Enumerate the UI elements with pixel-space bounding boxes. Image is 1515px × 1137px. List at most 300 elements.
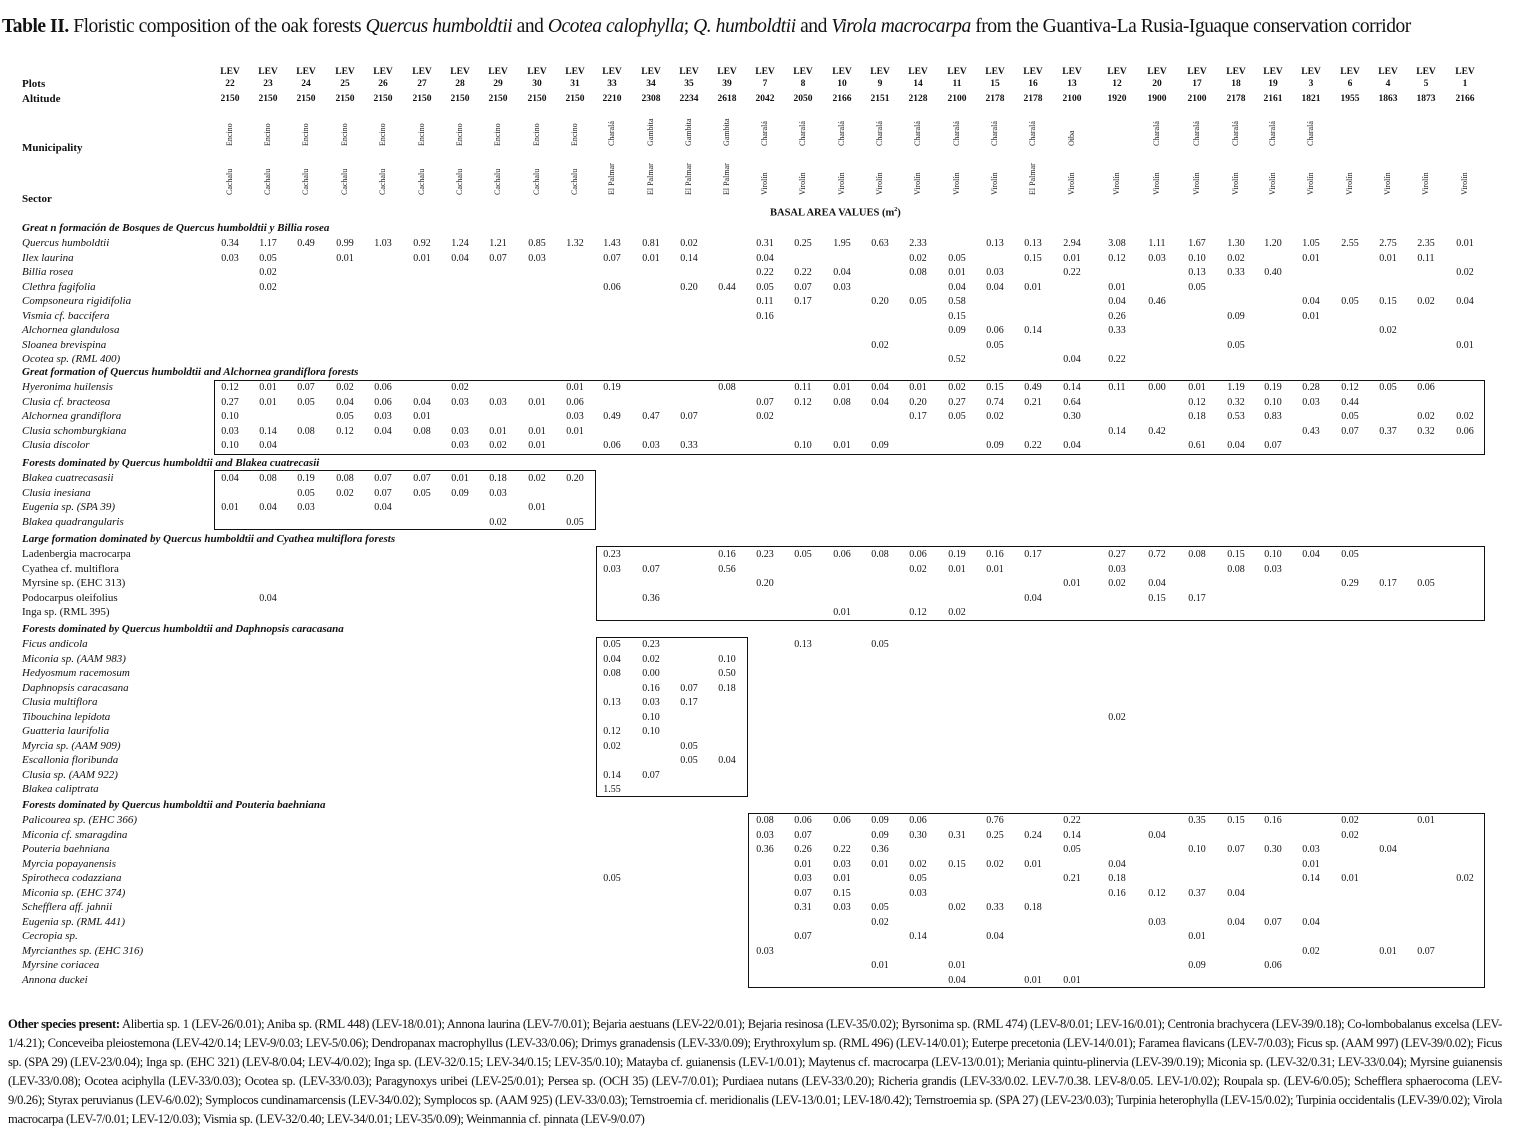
species-name: Schefflera aff. jahnii: [22, 901, 113, 913]
basal-area-value: 0.05: [1379, 382, 1397, 393]
species-name: Myrsine sp. (EHC 313): [22, 577, 126, 589]
basal-area-value: 0.07: [642, 563, 660, 575]
basal-area-value: 0.15: [986, 382, 1004, 393]
plot-municipality: Charalá: [875, 121, 884, 146]
basal-area-value: 0.05: [948, 411, 966, 422]
basal-area-value: 0.04: [1227, 887, 1245, 899]
plot-prefix: LEV: [1378, 67, 1398, 77]
species-name: Guatteria laurifolia: [22, 725, 110, 737]
municipality-label: Municipality: [22, 142, 83, 154]
basal-area-value: 0.27: [221, 396, 239, 408]
species-name: Spirotheca codazziana: [22, 872, 122, 884]
basal-area-value: 0.26: [1108, 310, 1126, 322]
basal-area-value: 0.04: [1227, 916, 1245, 928]
basal-area-value: 0.11: [1108, 382, 1126, 393]
basal-area-value: 0.05: [566, 516, 584, 528]
basal-area-value: 0.03: [1148, 252, 1166, 264]
basal-area-value: 0.04: [1024, 592, 1042, 604]
basal-area-value: 0.01: [871, 960, 889, 971]
basal-area-value: 0.07: [1227, 844, 1245, 855]
plot-municipality: Encino: [225, 123, 234, 146]
basal-area-value: 0.02: [1108, 711, 1126, 723]
basal-area-value: 0.20: [566, 473, 584, 484]
basal-area-value: 0.06: [1264, 960, 1282, 971]
basal-area-value: 0.02: [1456, 873, 1474, 884]
basal-area-value: 0.03: [909, 887, 927, 899]
title-part: Ocotea calophylla: [547, 16, 684, 37]
plot-sector: El Palmar: [684, 163, 693, 195]
basal-area-value: 0.08: [336, 473, 354, 484]
basal-area-value: 0.02: [489, 440, 507, 451]
plot-number: 30: [532, 79, 542, 89]
basal-area-value: 1.21: [489, 238, 507, 249]
basal-area-value: 0.06: [374, 396, 392, 408]
basal-area-value: 0.09: [871, 829, 889, 841]
basal-area-value: 0.07: [1264, 440, 1282, 451]
basal-area-value: 0.01: [566, 425, 584, 437]
basal-area-value: 1.11: [1148, 238, 1166, 249]
plot-prefix: LEV: [450, 67, 470, 77]
basal-area-value: 0.07: [680, 682, 698, 694]
basal-area-value: 0.05: [1063, 844, 1081, 855]
basal-area-value: 0.03: [833, 858, 851, 870]
plot-number: 5: [1423, 79, 1429, 89]
basal-area-value: 0.01: [1302, 310, 1320, 322]
basal-area-value: 0.15: [1227, 549, 1245, 560]
basal-area-value: 0.40: [1264, 267, 1282, 278]
species-name: Pouteria baehniana: [22, 843, 110, 855]
basal-area-value: 0.07: [1417, 945, 1435, 957]
basal-area-value: 0.37: [1188, 887, 1206, 899]
basal-area-value: 0.02: [1341, 829, 1359, 841]
species-name: Sloanea brevispina: [22, 338, 107, 351]
plot-sector: Virolín: [1421, 172, 1430, 195]
basal-area-value: 0.31: [794, 902, 812, 913]
plot-sector: Virolín: [913, 172, 922, 195]
plot-prefix: LEV: [335, 67, 355, 77]
plot-number: 28: [455, 79, 465, 89]
plot-prefix: LEV: [258, 67, 278, 77]
plot-prefix: LEV: [1107, 67, 1127, 77]
plot-altitude: 1873: [1416, 94, 1436, 104]
basal-area-value: 0.01: [1063, 974, 1081, 986]
basal-area-value: 0.13: [986, 238, 1004, 249]
basal-area-value: 0.04: [259, 440, 277, 451]
basal-area-value: 0.04: [1063, 354, 1081, 365]
basal-area-value: 0.52: [948, 354, 966, 365]
basal-area-value: 0.12: [1108, 252, 1126, 264]
other-species-text: Alibertia sp. 1 (LEV-26/0.01); Aniba sp. (RML 448) (LEV-18/0.01); Annona laurina (LEV-7/0.01); Bejaria aestuans (LEV-22/0.01); Bejaria resinosa (LEV-35/0.02); Byrsonima sp. (RML 474) (LEV-8/0.01; LEV-16/0.01); Centronia brachycera (LEV-39/0.18); Co-lombobalanus excelsa (LEV-1/4.21); Conceveiba pleiostemona (LEV-42/0.14; LEV-9/0.03; LEV-5/0.06); Dendropanax macrophyllus (LEV-33/0.06); Drimys granadensis (LEV-33/0.09); Erythroxylum sp. (RML 496) (LEV-14/0.01); Euterpe precetonia (LEV-14/0.01); Faramea flavicans (LEV-7/0.03); Ficus sp. (AAM 997) (LEV-39/0.02); Ficus sp. (SPA 29) (LEV-23/0.04); Inga sp. (EHC 321) (LEV-8/0.04; LEV-4/0.02); Inga sp. (LEV-32/0.15; LEV-34/0.15; LEV-35/0.10); Matayba cf. guianensis (LEV-1/0.01); Maytenus cf. macrocarpa (LEV-13/0.01); Meriania quintu-plinervia (LEV-39/0.19); Miconia sp. (LEV-32/0.31; LEV-33/0.04); Myrsine guianensis (LEV-33/0.08); Ocotea aciphylla (LEV-33/0.03); Ocotea sp. (LEV-33/0.03); Paragynoxys uribei (LEV-25/0.01); Persea sp. (OCH 35) (LEV-7/0.01); Purdiaea nutans (LEV-33/0.20); Richeria grandis (LEV-33/0.02. LEV-7/0.38. LEV-8/0.05. LEV-1/0.02); Roupala sp. (LEV-6/0.05); Schefflera sphaerocoma (LEV-9/0.26); Styrax peruvianus (LEV-6/0.02); Symplocos cundinamarcensis (LEV-34/0.02); Symplocos sp. (AAM 925) (LEV-33/0.03); Ternstroemia cf. meridionalis (LEV-13/0.01; LEV-18/0.42); Ternstroemia sp. (SPA 27) (LEV-23/0.03); Turpinia heterophylla (LEV-15/0.02); Turpinia occidentalis (LEV-39/0.02); Virola macrocarpa (LEV-7/0.01; LEV-12/0.03); Vismia sp. (LEV-32/0.40; LEV-34/0.01; LEV-35/0.09); Weinmannia cf. pinnata (LEV-9/0.07): [8, 1017, 1502, 1126]
basal-area-value: 0.05: [948, 252, 966, 264]
basal-area-value: 0.17: [909, 411, 927, 422]
basal-area-value: 0.09: [871, 440, 889, 451]
plot-prefix: LEV: [1187, 67, 1207, 77]
basal-area-value: 0.01: [909, 382, 927, 393]
basal-area-value: 0.22: [1108, 354, 1126, 365]
basal-area-value: 0.13: [794, 639, 812, 650]
basal-area-value: 0.07: [1264, 916, 1282, 928]
basal-area-value: 0.10: [1264, 396, 1282, 408]
basal-area-value: 0.26: [794, 844, 812, 855]
basal-area-value: 2.94: [1063, 238, 1081, 249]
basal-area-value: 0.03: [1148, 916, 1166, 928]
basal-area-value: 0.05: [297, 487, 315, 499]
basal-area-value: 0.07: [794, 281, 812, 293]
plot-municipality: Encino: [263, 123, 272, 146]
plot-altitude: 2234: [679, 94, 699, 104]
basal-area-value: 0.63: [871, 238, 889, 249]
plot-number: 14: [913, 79, 923, 89]
species-name: Alchornea grandiflora: [22, 410, 122, 422]
basal-area-value: 0.14: [603, 769, 621, 781]
basal-area-value: 0.05: [986, 339, 1004, 351]
basal-area-value: 0.02: [948, 607, 966, 618]
species-name: Inga sp. (RML 395): [22, 606, 110, 618]
plot-prefix: LEV: [717, 67, 737, 77]
basal-area-value: 0.14: [1024, 325, 1042, 336]
plot-sector: Cachalu: [532, 168, 541, 195]
basal-area-value: 0.12: [603, 726, 621, 737]
basal-area-value: 0.81: [642, 238, 660, 249]
plot-sector: Virolín: [1067, 172, 1076, 195]
plot-altitude: 2166: [832, 94, 852, 104]
species-name: Clusia schomburgkiana: [22, 424, 127, 437]
basal-area-value: 0.04: [1227, 440, 1245, 451]
basal-area-value: 0.04: [259, 592, 277, 604]
basal-area-value: 1.05: [1302, 238, 1320, 249]
plot-altitude: 2050: [793, 94, 813, 104]
basal-area-value: 0.01: [1341, 873, 1359, 884]
basal-area-value: 0.08: [871, 549, 889, 560]
basal-area-value: 0.05: [1227, 339, 1245, 351]
basal-area-value: 0.18: [718, 682, 736, 694]
basal-area-value: 0.20: [680, 281, 698, 293]
plot-municipality: Charalá: [990, 121, 999, 146]
plot-municipality: Encino: [301, 123, 310, 146]
basal-area-value: 0.06: [986, 325, 1004, 336]
basal-area-value: 2.35: [1417, 238, 1435, 249]
plot-altitude: 2150: [220, 94, 240, 104]
sector-label: Sector: [22, 193, 52, 205]
basal-area-value: 0.19: [948, 549, 966, 560]
basal-area-value: 0.27: [948, 396, 966, 408]
basal-area-value: 0.31: [756, 238, 774, 249]
basal-area-value: 0.30: [1264, 844, 1282, 855]
plot-municipality: Charalá: [1268, 121, 1277, 146]
plot-prefix: LEV: [870, 67, 890, 77]
basal-area-value: 0.03: [986, 267, 1004, 278]
plot-municipality: Charalá: [1028, 121, 1037, 146]
basal-area-value: 0.05: [871, 639, 889, 650]
basal-area-value: 0.01: [451, 473, 469, 484]
plot-municipality: Gambita: [722, 118, 731, 146]
basal-area-value: 0.05: [1341, 411, 1359, 422]
basal-area-value: 0.33: [986, 902, 1004, 913]
plot-number: 6: [1347, 79, 1353, 89]
basal-area-value: 0.01: [528, 396, 546, 408]
basal-area-value: 0.76: [986, 815, 1004, 826]
basal-area-value: 0.01: [1188, 931, 1206, 942]
basal-area-value: 0.18: [1188, 411, 1206, 422]
basal-area-value: 0.44: [1341, 396, 1359, 408]
basal-area-value: 0.10: [221, 440, 239, 451]
species-name: Myrcianthes sp. (EHC 316): [22, 944, 144, 957]
basal-area-close: ): [897, 207, 901, 219]
basal-area-value: 0.02: [1417, 411, 1435, 422]
basal-area-value: 0.04: [948, 974, 966, 986]
plot-altitude: 2150: [258, 94, 278, 104]
basal-area-value: 0.03: [1108, 563, 1126, 575]
basal-area-value: 0.01: [1024, 281, 1042, 293]
basal-area-value: 0.03: [1302, 844, 1320, 855]
basal-area-value: 0.04: [986, 281, 1004, 293]
basal-area-value: 0.85: [528, 238, 546, 249]
basal-area-value: 0.02: [336, 487, 354, 499]
plot-municipality: Charalá: [952, 121, 961, 146]
plot-altitude: 2308: [641, 94, 661, 104]
plot-prefix: LEV: [985, 67, 1005, 77]
plot-prefix: LEV: [1340, 67, 1360, 77]
plot-number: 11: [952, 79, 962, 89]
basal-area-value: 0.50: [718, 668, 736, 679]
plot-sector: Cachalu: [225, 168, 234, 195]
basal-area-value: 0.06: [1456, 425, 1474, 437]
plot-sector: Cachalu: [570, 168, 579, 195]
basal-area-value: 0.01: [1024, 974, 1042, 986]
basal-area-value: 0.83: [1264, 411, 1282, 422]
basal-area-value: 0.04: [603, 653, 621, 665]
basal-area-value: 0.05: [413, 487, 431, 499]
species-name: Palicourea sp. (EHC 366): [22, 814, 138, 826]
basal-area-value: 0.12: [336, 425, 354, 437]
plot-municipality: Gambita: [684, 118, 693, 146]
basal-area-value: 0.32: [1227, 396, 1245, 408]
basal-area-value: 0.08: [297, 425, 315, 437]
species-name: Quercus humboldtii: [22, 237, 110, 249]
basal-area-value: 0.03: [1264, 563, 1282, 575]
basal-area-value: 0.06: [603, 281, 621, 293]
species-name: Clusia inesiana: [22, 486, 91, 499]
basal-area-value: 0.21: [1063, 873, 1081, 884]
plot-altitude: 1920: [1107, 94, 1127, 104]
species-name: Tibouchina lepidota: [22, 710, 111, 723]
basal-area-value: 0.03: [489, 396, 507, 408]
plot-altitude: 2178: [1023, 94, 1043, 104]
plot-altitude: 2150: [450, 94, 470, 104]
species-name: Miconia sp. (AAM 983): [22, 652, 126, 665]
plot-number: 17: [1192, 79, 1202, 89]
basal-area-value: 0.04: [986, 931, 1004, 942]
plot-prefix: LEV: [220, 67, 240, 77]
basal-area-value: 0.05: [1417, 578, 1435, 589]
plot-municipality: Charalá: [798, 121, 807, 146]
basal-area-value: 0.05: [909, 873, 927, 884]
plot-sector: Virolín: [760, 172, 769, 195]
plot-altitude: 2128: [908, 94, 928, 104]
species-name: Hyeronima huilensis: [22, 381, 113, 393]
basal-area-value: 0.12: [909, 607, 927, 618]
basal-area-value: 0.14: [1108, 425, 1126, 437]
basal-area-value: 0.02: [1227, 252, 1245, 264]
basal-area-value: 0.04: [1302, 296, 1320, 307]
basal-area-value: 1.30: [1227, 238, 1245, 249]
basal-area-value: 0.17: [794, 296, 812, 307]
basal-area-value: 0.04: [1456, 296, 1474, 307]
basal-area-value: 0.15: [948, 310, 966, 322]
plot-sector: Virolín: [1231, 172, 1240, 195]
basal-area-value: 0.03: [451, 396, 469, 408]
basal-area-value: 0.02: [642, 653, 660, 665]
basal-area-value: 0.15: [1379, 296, 1397, 307]
species-name: Clusia discolor: [22, 439, 90, 451]
basal-area-value: 0.08: [756, 815, 774, 826]
basal-area-value: 0.10: [642, 711, 660, 723]
title-part: from the Guantiva-La Rusia-Iguaque conservation corridor: [970, 16, 1411, 37]
basal-area-value: 0.05: [259, 252, 277, 264]
basal-area-value: 0.05: [297, 396, 315, 408]
species-name: Eugenia sp. (SPA 39): [22, 501, 116, 513]
plot-altitude: 1821: [1301, 94, 1321, 104]
plot-prefix: LEV: [755, 67, 775, 77]
plot-altitude: 2161: [1263, 94, 1283, 104]
plot-sector: Virolín: [1112, 172, 1121, 195]
plot-number: 7: [762, 79, 768, 89]
basal-area-value: 0.18: [1108, 873, 1126, 884]
group-title: Great formation of Quercus humboldtii and Alchornea grandiflora forests: [22, 366, 359, 378]
plot-prefix: LEV: [1455, 67, 1475, 77]
basal-area-value: 0.05: [1188, 281, 1206, 293]
basal-area-value: 0.61: [1188, 440, 1206, 451]
basal-area-value: 0.11: [756, 296, 774, 307]
plot-prefix: LEV: [412, 67, 432, 77]
plot-sector: Virolín: [798, 172, 807, 195]
species-name: Clusia cf. bracteosa: [22, 395, 111, 408]
plot-number: 31: [570, 79, 580, 89]
title-part: ;: [683, 16, 694, 37]
basal-area-value: 0.03: [833, 281, 851, 293]
plot-prefix: LEV: [832, 67, 852, 77]
basal-area-value: 0.10: [1188, 252, 1206, 264]
basal-area-value: 0.15: [1227, 815, 1245, 826]
basal-area-value: 0.58: [948, 296, 966, 307]
basal-area-value: 0.07: [297, 382, 315, 393]
basal-area-value: 0.43: [1302, 425, 1320, 437]
basal-area-value: 0.72: [1148, 549, 1166, 560]
basal-area-value: 0.14: [680, 252, 698, 264]
plot-altitude: 2150: [412, 94, 432, 104]
species-name: Clusia multiflora: [22, 696, 98, 708]
species-name: Blakea caliptrata: [22, 783, 99, 795]
basal-area-value: 0.04: [1108, 296, 1126, 307]
basal-area-value: 0.49: [603, 411, 621, 422]
plot-altitude: 2151: [870, 94, 890, 104]
basal-area-value: 0.01: [566, 382, 584, 393]
plot-sector: Virolín: [1383, 172, 1392, 195]
plot-altitude: 2618: [717, 94, 737, 104]
basal-area-value: 0.02: [489, 516, 507, 528]
basal-area-value: 0.19: [297, 473, 315, 484]
basal-area-value: 0.03: [603, 563, 621, 575]
basal-area-value: 0.03: [451, 440, 469, 451]
basal-area-value: 0.24: [1024, 829, 1042, 841]
plot-number: 10: [837, 79, 847, 89]
basal-area-value: 0.08: [1227, 563, 1245, 575]
basal-area-value: 0.22: [756, 267, 774, 278]
basal-area-value: 0.25: [794, 238, 812, 249]
basal-area-value: 0.02: [451, 382, 469, 393]
basal-area-value: 0.53: [1227, 411, 1245, 422]
plot-prefix: LEV: [565, 67, 585, 77]
basal-area-value: 0.15: [833, 887, 851, 899]
species-name: Ilex laurina: [22, 251, 74, 264]
basal-area-value: 0.25: [986, 829, 1004, 841]
basal-area-value: 0.07: [413, 473, 431, 484]
title-part: Virola macrocarpa: [831, 16, 971, 37]
basal-area-value: 0.20: [909, 396, 927, 408]
basal-area-value: 0.05: [603, 639, 621, 650]
plot-prefix: LEV: [793, 67, 813, 77]
species-name: Miconia sp. (EHC 374): [22, 886, 126, 899]
basal-area-value: 0.44: [718, 281, 736, 293]
basal-area-value: 0.02: [871, 339, 889, 351]
basal-area-value: 0.07: [794, 931, 812, 942]
species-name: Vismia cf. baccifera: [22, 309, 110, 322]
plot-prefix: LEV: [1147, 67, 1167, 77]
basal-area-value: 0.09: [871, 815, 889, 826]
plot-number: 34: [646, 79, 656, 89]
species-name: Compsoneura rigidifolia: [22, 295, 132, 307]
basal-area-value: 0.02: [603, 740, 621, 752]
plot-number: 23: [263, 79, 273, 89]
basal-area-value: 0.02: [948, 382, 966, 393]
plot-municipality: Encino: [455, 123, 464, 146]
basal-area-value: 0.07: [374, 487, 392, 499]
basal-area-value: 0.13: [1024, 238, 1042, 249]
plot-prefix: LEV: [1301, 67, 1321, 77]
plot-sector: Virolín: [837, 172, 846, 195]
group-box: [748, 813, 1485, 988]
plot-prefix: LEV: [1062, 67, 1082, 77]
basal-area-value: 0.01: [1063, 252, 1081, 264]
basal-area-value: 0.36: [756, 844, 774, 855]
plot-municipality: Charalá: [913, 121, 922, 146]
plot-sector: Cachalu: [493, 168, 502, 195]
plot-prefix: LEV: [908, 67, 928, 77]
basal-area-value: 0.08: [259, 473, 277, 484]
basal-area-value: 0.05: [603, 873, 621, 884]
basal-area-value: 0.17: [1024, 549, 1042, 560]
basal-area-value: 0.02: [909, 252, 927, 264]
basal-area-value: 0.04: [221, 473, 239, 484]
basal-area-value: 0.02: [948, 902, 966, 913]
plot-municipality: Charalá: [837, 121, 846, 146]
basal-area-value: 0.32: [1417, 425, 1435, 437]
basal-area-value: 0.10: [221, 411, 239, 422]
basal-area-value: 0.31: [948, 829, 966, 841]
basal-area-value: 0.05: [680, 755, 698, 766]
plot-municipality: Oiba: [1067, 130, 1076, 146]
basal-area-value: 0.01: [948, 267, 966, 278]
plot-number: 35: [684, 79, 694, 89]
basal-area-value: 0.23: [756, 549, 774, 560]
title-part: Quercus humboldtii: [365, 16, 513, 37]
plot-sector: El Palmar: [1028, 163, 1037, 195]
basal-area-value: 0.10: [1188, 844, 1206, 855]
basal-area-value: 0.01: [1379, 945, 1397, 957]
basal-area-value: 0.16: [718, 549, 736, 560]
basal-area-value: 0.01: [528, 425, 546, 437]
basal-area-value: 2.33: [909, 238, 927, 249]
